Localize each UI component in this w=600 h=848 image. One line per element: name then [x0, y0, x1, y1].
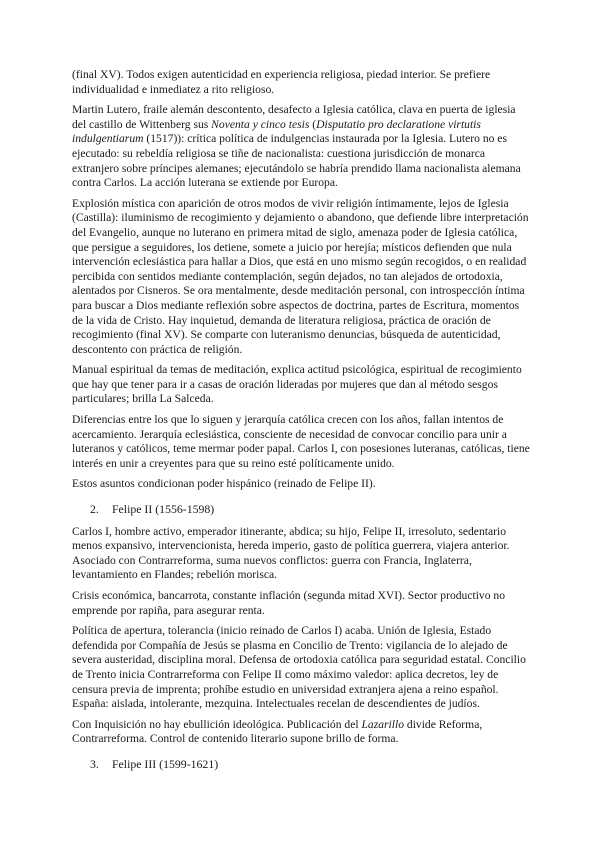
paragraph-inquisicion-text-b: divide Reforma, Contrarreforma. Control de contenido literario supone brillo de forma. — [72, 717, 483, 746]
section-heading-felipe-ii — [72, 502, 530, 517]
paragraph-asuntos: Estos asuntos condicionan poder hispánico (reinado de Felipe II). — [72, 477, 376, 491]
section-heading-felipe-iii — [72, 757, 530, 772]
paragraph-lutero-text-a: Martin Lutero, fraile alemán descontento, desafecto a Iglesia católica, clava en puerta de iglesia del castillo de Wittenberg sus — [72, 103, 516, 131]
paragraph-diferencias: Diferencias entre los que lo siguen y jerarquía católica crecen con los años, fallan intentos de acercamiento. Jerarquía eclesiástica, consciente de necesidad de convocar concilio para unir a luteranos y católicos, teme mermar poder papal. Carlos I, con posesiones luteranas, católicas, tiene interés en unir a creyentes para que su reino esté políticamente unido. — [72, 413, 530, 470]
paragraph-lutero-text-b: ( — [309, 117, 317, 131]
title-lazarillo: Lazarillo — [361, 717, 404, 731]
paragraph-explosion-mistica: Explosión mística con aparición de otros modos de vivir religión íntimamente, lejos de Iglesia (Castilla): iluminismo de recogimiento y dejamiento o abandono, que defiende libre interpretación del Evangelio, aunque no luterano en primera mitad de siglo, amenaza poder de Iglesia católica, que persigue a seguidores, los detiene, somete a juicio por herejía; místicos defienden que nula intervención eclesiástica para hallar a Dios, que está en uno mismo según recogidos, o en realidad percibida con sentidos mediante contemplación, según dejados, no tan alejados de ortodoxia, alentados por Cisneros. Se ora mentalmente, desde meditación personal, con introspección íntima para buscar a Dios mediante reflexión sobre aspectos de doctrina, partes de Escritura, momentos de la vida de Cristo. Hay inquietud, demanda de literatura religiosa, práctica de oración de recogimiento (final XV). Se comparte con luteranismo denuncias, búsqueda de autenticidad, descontento con práctica de religión. — [72, 196, 529, 356]
section-title: Felipe III (1599-1621) — [112, 756, 219, 771]
document-body — [72, 68, 530, 780]
paragraph-crisis: Crisis económica, bancarrota, constante inflación (segunda mitad XVI). Sector productivo no emprende por rapiña, para asegurar renta. — [72, 589, 506, 617]
title-disputatio: Disputatio pro declaratione virtutis indulgentiarum — [72, 117, 481, 146]
title-noventa-y-cinco-tesis: Noventa y cinco tesis — [211, 117, 310, 131]
paragraph-manual-espiritual: Manual espiritual da temas de meditación, explica actitud psicológica, espiritual de recogimiento que hay que tener para ir a casas de oración lideradas por mujeres que dan al método sesgos particulares; brilla La Salceda. — [72, 363, 522, 406]
paragraph-intro-continuation: (final XV). Todos exigen autenticidad en experiencia religiosa, piedad interior. Se prefiere individualidad e inmediatez a rito religioso. — [72, 68, 491, 96]
paragraph-inquisicion — [72, 718, 530, 747]
paragraph-politica-apertura: Política de apertura, tolerancia (inicio reinado de Carlos I) acaba. Unión de Iglesia, Estado defendida por Compañía de Jesús se plasma en Concilio de Trento: vigilancia de lo alejado de severa austeridad, disciplina moral. Defensa de ortodoxia católica para seguridad estatal. Concilio de Trento inicia Contrarreforma con Felipe II como máximo valedor: aplica decretos, ley de censura previa de imprenta; prohíbe estudio en universidad extranjera ajena a reino español. España: aislada, intolerante, mezquina. Intelectuales recelan de descendientes de judíos. — [72, 624, 526, 711]
section-number: 3. — [90, 756, 99, 771]
paragraph-carlos-i: Carlos I, hombre activo, emperador itinerante, abdica; su hijo, Felipe II, irresoluto, sedentario menos expansivo, intervencionista, hereda imperio, gasto de política guerrera, viajera anterior. Asociado con Contrarreforma, suma nuevos conflictos: guerra con Francia, Inglaterra, levantamiento en Flandes; rebelión morisca. — [72, 524, 510, 582]
paragraph-lutero — [72, 103, 530, 191]
paragraph-inquisicion-text-a: Con Inquisición no hay ebullición ideológica. Publicación del — [72, 717, 362, 731]
section-number: 2. — [90, 502, 99, 517]
section-title: Felipe II (1556-1598) — [112, 502, 215, 517]
paragraph-lutero-text-c: (1517)): crítica política de indulgencias instaurada por la Iglesia. Lutero no es ejecutado: su rebeldía religiosa se tiñe de nacionalista: cuestiona jurisdicción de monarca extranjero sobre príncipes alemanes; ejecutándolo se habría prendido llama nacionalista alemana contra Carlos. La acción luterana se extiende por Europa. — [72, 132, 521, 190]
